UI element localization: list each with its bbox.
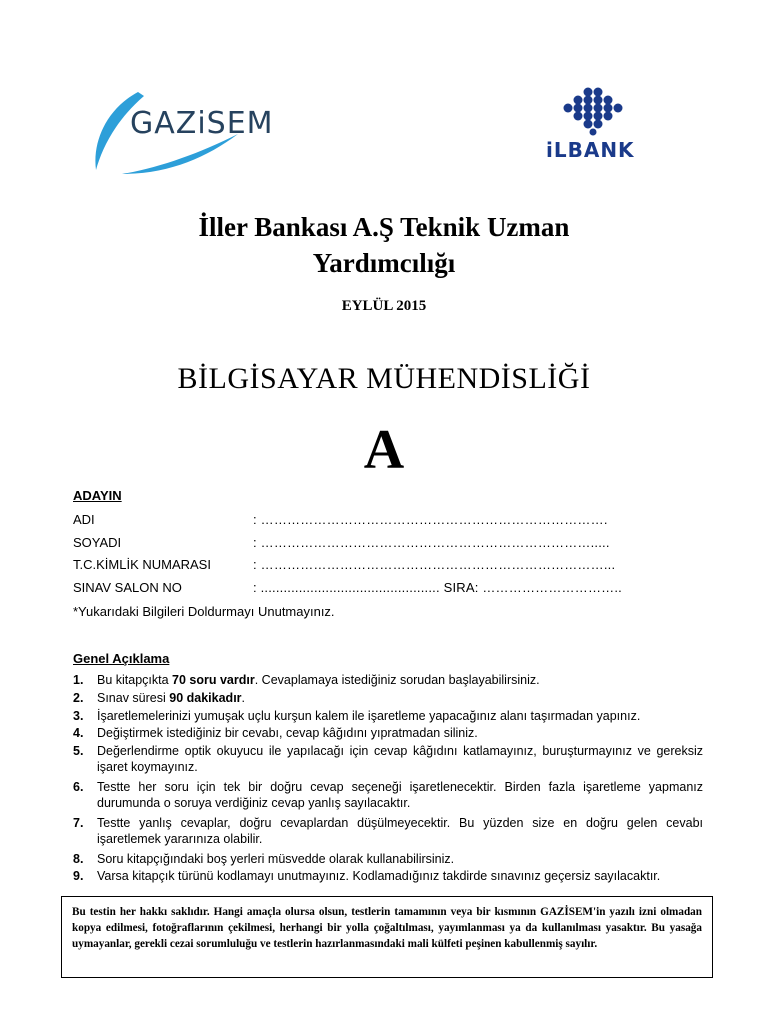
gazisem-wordmark: GAZiSEM xyxy=(130,106,274,141)
field-fill-line: : ............................................... SIRA: ………………………….. xyxy=(253,580,622,595)
instruction-text: İşaretlemelerinizi yumuşak uçlu kurşun kalem ile işaretleme yapacağınız alanı taşırmadan yapınız. xyxy=(97,709,641,723)
gazisem-logo xyxy=(88,88,298,178)
instruction-text-part: Bu kitapçıkta xyxy=(97,673,173,687)
exam-subject: BİLGİSAYAR MÜHENDİSLİĞİ xyxy=(177,362,591,395)
instruction-text: Testte yanlış cevaplar, doğru cevaplardan düşülmeyecektir. Bu yüzden size en doğru gelen cevabı işaretlemek yararınıza olabilir. xyxy=(97,816,703,846)
fill-reminder: *Yukarıdaki Bilgileri Doldurmayı Unutmayınız. xyxy=(73,604,335,619)
field-fill-line: : ……………………………………………………………………... xyxy=(253,557,616,572)
instruction-text: Varsa kitapçık türünü kodlamayı unutmayınız. Kodlamadığınız takdirde sınavınız geçersiz sayılacaktır. xyxy=(97,869,661,883)
booklet-type: A xyxy=(363,419,405,481)
instruction-item xyxy=(73,725,703,741)
instruction-item xyxy=(73,743,703,775)
field-fill-line: : ……………………………………………………………………. xyxy=(253,512,608,527)
instruction-text-bold: 90 dakikadır xyxy=(169,691,242,705)
instruction-number: 7. xyxy=(73,816,84,830)
field-label: SINAV SALON NO xyxy=(73,580,182,595)
instruction-item xyxy=(73,708,703,724)
instruction-text xyxy=(97,690,703,706)
instruction-text: Testte her soru için tek bir doğru cevap seçeneği işaretlenecektir. Birden fazla işaretleme yapmanız durumunda o soruya verdiğiniz cevap yanlış sayılacaktır. xyxy=(97,780,703,810)
candidate-heading: ADAYIN xyxy=(73,488,122,503)
ilbank-wordmark: iLBANK xyxy=(546,138,635,162)
instruction-number: 2. xyxy=(73,691,84,705)
instruction-text xyxy=(97,672,703,688)
field-label: ADI xyxy=(73,512,95,527)
exam-title-line2: Yardımcılığı xyxy=(312,248,456,278)
instruction-text-part: . Cevaplamaya istediğiniz sorudan başlayabilirsiniz. xyxy=(254,673,540,687)
instruction-number: 1. xyxy=(73,673,84,687)
instruction-item xyxy=(73,779,703,811)
instruction-text: Soru kitapçığındaki boş yerleri müsvedde olarak kullanabilirsiniz. xyxy=(97,852,455,866)
instruction-text: Değiştirmek istediğiniz bir cevabı, cevap kâğıdını yıpratmadan siliniz. xyxy=(97,726,478,740)
instruction-item xyxy=(73,851,703,867)
instruction-text: Değerlendirme optik okuyucu ile yapılacağı için cevap kâğıdını katlamayınız, buruşturmayınız ve gereksiz işaret koymayınız. xyxy=(97,744,703,774)
instruction-number: 4. xyxy=(73,726,84,740)
ilbank-logo xyxy=(540,86,660,170)
field-fill-line: : …………………………………………………………………..... xyxy=(253,535,610,550)
instruction-text-part: . xyxy=(241,691,246,705)
exam-title-line1: İller Bankası A.Ş Teknik Uzman xyxy=(198,212,570,242)
instruction-number: 6. xyxy=(73,780,84,794)
instruction-item xyxy=(73,672,703,688)
instruction-text-bold: 70 soru vardır xyxy=(172,673,255,687)
instruction-number: 8. xyxy=(73,852,84,866)
instruction-text-part: Sınav süresi xyxy=(97,691,170,705)
general-instructions-heading: Genel Açıklama xyxy=(73,651,170,666)
instruction-number: 9. xyxy=(73,869,84,883)
instruction-item xyxy=(73,815,703,847)
ilbank-dots-icon xyxy=(540,86,660,138)
field-label: SOYADI xyxy=(73,535,122,550)
instruction-item xyxy=(73,690,703,706)
copyright-notice-box: Bu testin her hakkı saklıdır. Hangi amaçla olursa olsun, testlerin tamamının veya bir kısmının GAZİSEM'in yazılı izni olmadan kopya edilmesi, fotoğraflarının çekilmesi, herhangi bir yolla çoğaltılması, yayımlanması ya da kullanılması yasaktır. Bu yasağa uymayanlar, gerekli cezai sorumluluğu ve testlerin hazırlanmasındaki mali külfeti peşinen kabullenmiş sayılır. xyxy=(61,896,713,978)
instruction-item xyxy=(73,868,703,884)
instruction-number: 5. xyxy=(73,744,84,758)
instruction-number: 3. xyxy=(73,709,84,723)
field-label: T.C.KİMLİK NUMARASI xyxy=(73,557,211,572)
exam-date: EYLÜL 2015 xyxy=(341,298,427,314)
